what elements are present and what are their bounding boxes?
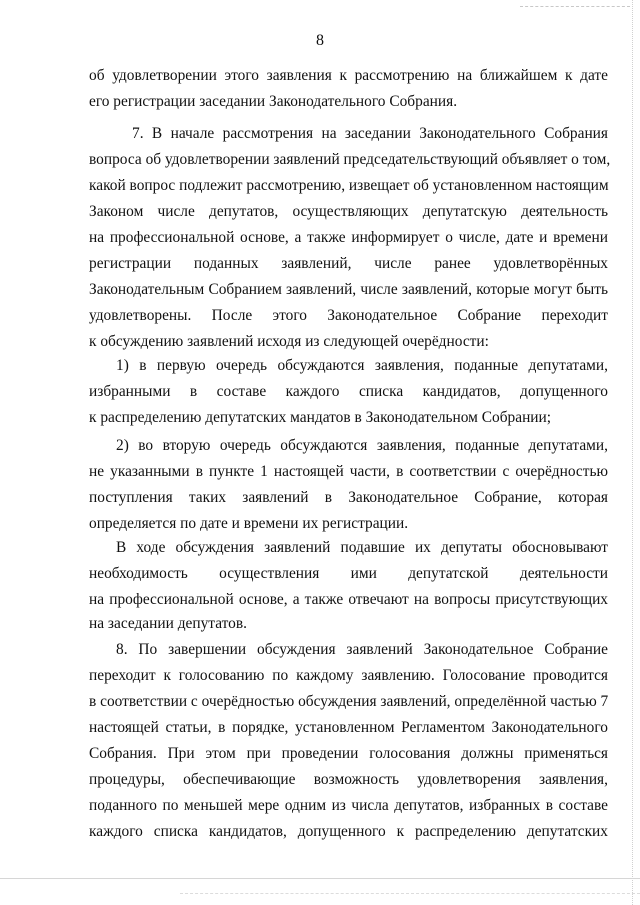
paragraph-start: В ходе обсуждения заявлений подавшие их депутаты обосновывают xyxy=(116,539,608,556)
text-line: Собрания. При этом при проведении голосования должны применяться xyxy=(89,745,608,762)
text-line: поданного по меньшей мере одним из числа депутатов, избранных в составе xyxy=(89,797,608,814)
text-line: в соответствии с очерёдностью обсуждения заявлений, определённой частью 7 xyxy=(89,693,609,710)
text-line: его регистрации заседании Законодательного Собрания. xyxy=(89,93,458,110)
text-line: процедуры, обеспечивающие возможность удовлетворения заявления, xyxy=(89,771,608,788)
text-line: избранными в составе каждого списка кандидатов, допущенного xyxy=(89,383,608,400)
text-line: к обсуждению заявлений исходя из следующей очерёдности: xyxy=(89,333,489,350)
list-item-start: 2) во вторую очередь обсуждаются заявления, поданные депутатами, xyxy=(116,437,608,454)
text-line: к распределению депутатских мандатов в Законодательном Собрании; xyxy=(89,409,552,426)
text-line: каждого списка кандидатов, допущенного к распределению депутатских xyxy=(89,823,608,840)
list-item-start: 1) в первую очередь обсуждаются заявления, поданные депутатами, xyxy=(116,357,608,374)
scan-artifact-bottom-dashed xyxy=(180,893,640,895)
text-line: удовлетворены. После этого Законодательное Собрание переходит xyxy=(89,307,608,324)
text-line: на профессиональной основе, а также отвечают на вопросы присутствующих xyxy=(89,591,608,608)
text-line: необходимость осуществления ими депутатской деятельности xyxy=(89,565,608,582)
scan-artifact-right xyxy=(632,0,634,905)
text-line: переходит к голосованию по каждому заявлению. Голосование проводится xyxy=(89,667,608,684)
text-line: на профессиональной основе, а также информирует о числе, дате и времени xyxy=(89,229,608,246)
text-line: поступления таких заявлений в Законодательное Собрание, которая xyxy=(89,489,608,506)
paragraph-start: 8. По завершении обсуждения заявлений Законодательное Собрание xyxy=(116,641,608,658)
page-number: 8 xyxy=(316,32,324,49)
scan-artifact-top xyxy=(520,6,630,8)
text-line: Законодательным Собранием заявлений, числе заявлений, которые могут быть xyxy=(89,281,608,298)
text-line: Законом числе депутатов, осуществляющих депутатскую деятельность xyxy=(89,203,608,220)
text-line: не указанными в пункте 1 настоящей части, в соответствии с очерёдностью xyxy=(89,463,608,480)
text-line: вопроса об удовлетворении заявлений председательствующий объявляет о том, xyxy=(89,151,611,168)
text-line: настоящей статьи, в порядке, установленном Регламентом Законодательного xyxy=(89,719,608,736)
paragraph-start: 7. В начале рассмотрения на заседании Законодательного Собрания xyxy=(132,125,608,142)
text-line: определяется по дате и времени их регистрации. xyxy=(89,515,409,532)
text-line: на заседании депутатов. xyxy=(89,615,247,632)
text-line: об удовлетворении этого заявления к рассмотрению на ближайшем к дате xyxy=(89,67,608,84)
text-line: какой вопрос подлежит рассмотрению, извещает об установленном настоящим xyxy=(89,177,609,194)
text-line: регистрации поданных заявлений, числе ранее удовлетворённых xyxy=(89,255,608,272)
scan-artifact-bottom xyxy=(0,878,640,880)
